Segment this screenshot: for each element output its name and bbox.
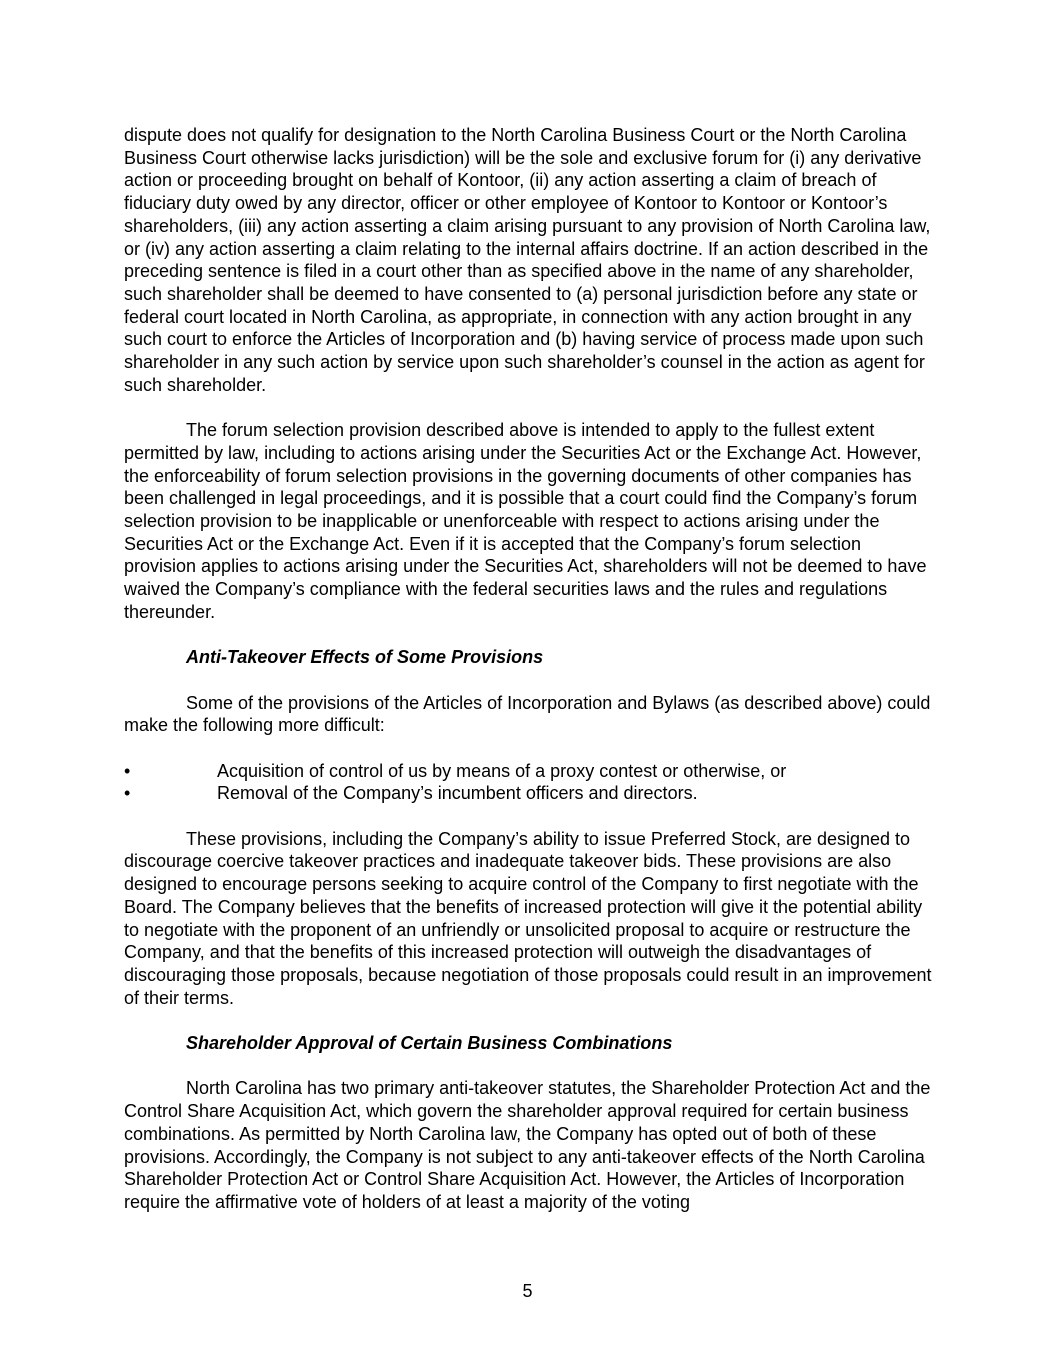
list-item-text: Acquisition of control of us by means of a proxy contest or otherwise, or	[217, 760, 787, 781]
list-item	[124, 782, 936, 805]
paragraph-forum-selection: The forum selection provision described above is intended to apply to the fullest extent permitted by law, including to actions arising under the Securities Act or the Exchange Act. However, the enforceability of forum selection provisions in the governing documents of other companies has been challenged in legal proceedings, and it is possible that a court could find the Company’s forum selection provision to be inapplicable or unenforceable with respect to actions arising under the Securities Act or the Exchange Act. Even if it is accepted that the Company’s forum selection provision applies to actions arising under the Securities Act, shareholders will not be deemed to have waived the Company’s compliance with the federal securities laws and the rules and regulations thereunder.	[124, 420, 932, 622]
paragraph-provisions-purpose: These provisions, including the Company’s ability to issue Preferred Stock, are designed to discourage coercive takeover practices and inadequate takeover bids. These provisions are also designed to encourage persons seeking to acquire control of the Company to first negotiate with the Board. The Company believes that the benefits of increased protection will give it the potential ability to negotiate with the proponent of an unfriendly or unsolicited proposal to acquire or restructure the Company, and that the benefits of this increased protection will outweigh the disadvantages of discouraging those proposals, because negotiation of those proposals could result in an improvement of their terms.	[124, 828, 937, 1008]
list-item-text: Removal of the Company’s incumbent officers and directors.	[217, 783, 698, 804]
paragraph-forum-exclusive: dispute does not qualify for designation to the North Carolina Business Court or the North Carolina Business Court otherwise lacks jurisdiction) will be the sole and exclusive forum for (i) any derivative action or proceeding brought on behalf of Kontoor, (ii) any action asserting a claim of breach of fiduciary duty owed by any director, officer or other employee of Kontoor to Kontoor or Kontoor’s shareholders, (iii) any action asserting a claim arising pursuant to any provision of North Carolina law, or (iv) any action asserting a claim relating to the internal affairs doctrine. If an action described in the preceding sentence is filed in a court other than as specified above in the name of any shareholder, such shareholder shall be deemed to have consented to (a) personal jurisdiction before any state or federal court located in North Carolina, as appropriate, in connection with any action brought in any such court to enforce the Articles of Incorporation and (b) having service of process made upon such shareholder in any such action by service upon such shareholder’s counsel in the action as agent for such shareholder.	[124, 125, 936, 395]
paragraph-provisions-intro: Some of the provisions of the Articles of Incorporation and Bylaws (as described above) could make the following more difficult:	[124, 692, 936, 736]
bullet-list	[124, 760, 936, 805]
section-heading-shareholder-approval: Shareholder Approval of Certain Business Combinations	[186, 1033, 673, 1054]
document-body	[124, 124, 936, 1236]
page-number: 5	[522, 1281, 533, 1301]
list-item	[124, 760, 936, 783]
section-heading-anti-takeover: Anti-Takeover Effects of Some Provisions	[186, 647, 544, 668]
bullet-icon: •	[124, 760, 131, 781]
bullet-icon: •	[124, 783, 131, 804]
paragraph-north-carolina-statutes: North Carolina has two primary anti-takeover statutes, the Shareholder Protection Act and the Control Share Acquisition Act, which govern the shareholder approval required for certain business combinations. As permitted by North Carolina law, the Company has opted out of both of these provisions. Accordingly, the Company is not subject to any anti-takeover effects of the North Carolina Shareholder Protection Act or Control Share Acquisition Act. However, the Articles of Incorporation require the affirmative vote of holders of at least a majority of the voting	[124, 1078, 936, 1212]
